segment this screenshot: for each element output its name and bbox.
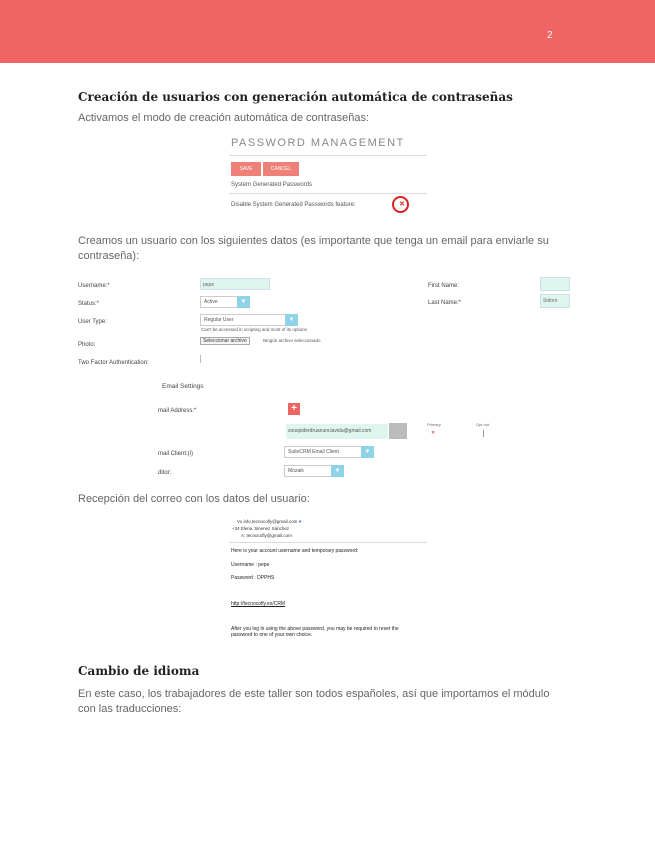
username-input[interactable]: pepe xyxy=(200,278,270,290)
email-footer-line2: password to one of your own choice. xyxy=(231,632,313,638)
user-type-value: Regular User xyxy=(204,317,234,323)
add-email-button[interactable]: + xyxy=(288,403,300,415)
email-from-text: Vx info.tecnocofly@gmail.com xyxy=(237,519,298,524)
status-select[interactable] xyxy=(200,296,250,308)
divider xyxy=(229,193,427,194)
editor-value: Mozaik xyxy=(288,468,304,474)
last-name-input[interactable]: Sidorn xyxy=(540,294,570,308)
opt-out-checkbox[interactable] xyxy=(483,430,484,437)
chevron-down-icon: ▼ xyxy=(331,465,344,477)
primary-checkbox-icon[interactable]: ✕ xyxy=(431,430,436,436)
heart-icon: ♥ xyxy=(298,519,302,524)
email-footer-line1: After you log in using the above password, you may be required to reset the xyxy=(231,626,399,632)
section-heading-language: Cambio de idioma xyxy=(78,664,200,678)
status-label: Status:* xyxy=(78,301,100,307)
paragraph-create-user-line2: contraseña): xyxy=(78,250,140,262)
opt-out-label: Opt out xyxy=(476,422,490,427)
paragraph-language-line2: con las traducciones: xyxy=(78,703,182,715)
password-management-title: PASSWORD MANAGEMENT xyxy=(231,137,405,149)
choose-file-button[interactable]: Seleccionar archivo xyxy=(200,337,250,345)
first-name-input[interactable] xyxy=(540,277,570,291)
paragraph-language-line1: En este caso, los trabajadores de este taller son todos españoles, así que importamos el módulo xyxy=(78,688,550,700)
two-factor-checkbox[interactable] xyxy=(200,355,201,363)
email-client-label: mail Client:(i) xyxy=(158,451,194,457)
primary-label: Primary xyxy=(427,422,441,427)
email-cc-line: A: tecnocofly@gmail.com xyxy=(241,533,292,538)
email-settings-label: Email Settings xyxy=(162,383,204,390)
paragraph-intro: Activamos el modo de creación automática de contraseñas: xyxy=(78,112,370,124)
two-factor-label: Two Factor Authentication: xyxy=(78,360,149,366)
chevron-down-icon: ▼ xyxy=(237,296,250,308)
email-intro: Here is your account username and temporary password: xyxy=(231,548,359,554)
email-client-select[interactable] xyxy=(284,446,374,458)
last-name-label: Last Name:* xyxy=(428,300,462,306)
paragraph-email-reception: Recepción del correo con los datos del usuario: xyxy=(78,493,310,505)
user-type-label: User Type: xyxy=(78,319,107,325)
status-value: Active xyxy=(204,299,218,305)
chevron-down-icon: ▼ xyxy=(285,314,298,326)
editor-label: ditor: xyxy=(158,470,172,476)
email-to-line: +34 Elena Jimenez Sánchez xyxy=(232,526,290,531)
email-password: Password : DPPHS xyxy=(231,575,275,581)
checkbox-x-icon[interactable]: ✕ xyxy=(399,201,405,208)
section-heading-user-creation: Creación de usuarios con generación automática de contraseñas xyxy=(78,90,513,104)
divider xyxy=(229,155,427,156)
email-screenshot xyxy=(229,516,427,644)
email-header xyxy=(229,516,427,543)
email-from-line xyxy=(237,519,301,524)
first-name-label: First Name: xyxy=(428,283,460,289)
paragraph-create-user-line1: Creamos un usuario con los siguientes datos (es importante que tenga un email para enviarle su xyxy=(78,235,549,247)
password-management-screenshot xyxy=(229,135,427,215)
email-username: Username : pepe xyxy=(231,562,270,568)
email-link[interactable]: http://tecnocofly.es/CRM xyxy=(231,601,286,607)
save-button[interactable]: SAVE xyxy=(231,162,261,176)
email-remove-button[interactable] xyxy=(389,423,407,439)
disable-system-generated-label: Disable System Generated Passwords feature: xyxy=(231,202,356,208)
system-generated-passwords-label: System Generated Passwords xyxy=(231,182,313,188)
highlight-circle xyxy=(392,196,409,213)
email-input[interactable]: zoospiderdruanunciavida@gmail.com xyxy=(286,424,388,439)
editor-select[interactable] xyxy=(284,465,344,477)
username-label: Username:* xyxy=(78,283,110,289)
page-number: 2 xyxy=(547,30,553,41)
user-type-help: Can't be accessed in scripting and most of its options xyxy=(201,327,307,332)
user-type-select[interactable] xyxy=(200,314,298,326)
email-address-label: mail Address:* xyxy=(158,408,197,414)
chevron-down-icon: ▼ xyxy=(361,446,374,458)
email-client-value: SuiteCRM Email Client xyxy=(288,449,339,455)
header-bar xyxy=(0,0,655,63)
photo-label: Photo: xyxy=(78,342,96,348)
no-file-text: Ningún archivo seleccionado xyxy=(263,338,321,343)
cancel-button[interactable]: CANCEL xyxy=(263,162,299,176)
